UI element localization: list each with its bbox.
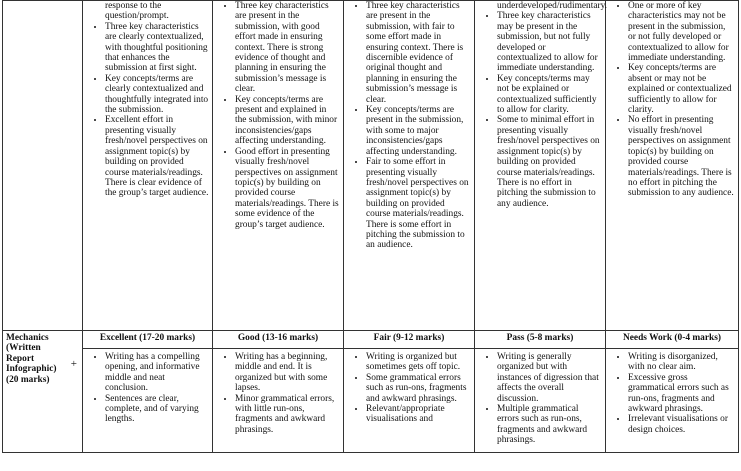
criterion-title: Mechanics — [6, 333, 49, 343]
excellent-list — [86, 22, 209, 199]
mechanics-pass-list — [478, 352, 602, 446]
plus-sign: + — [70, 358, 77, 370]
level-pass: Pass (5-8 marks) — [475, 331, 606, 349]
list-item: • Fair to some effort in presenting visually fresh/novel perspectives on assignment topic(s) by building on provided course materials/readings. There is some effort in pitching the submission to an audience. — [366, 157, 471, 251]
list-item: • Three key characteristics are present in the submission, with good effort made in ensuring context. There is strong evidence of thought and planning in ensuring the submission’s message is clear. — [235, 1, 340, 95]
content-row — [3, 1, 739, 331]
list-item: • Three key characteristics may be present in the submission, but not fully developed or contextualized to allow for immediate understanding. — [497, 11, 602, 73]
list-item: • Key concepts/terms are present and explained in the submission, with minor inconsistencies/gaps affecting understanding. — [235, 95, 340, 147]
criterion-marks: (20 marks) — [6, 374, 50, 385]
fair-list — [347, 1, 471, 251]
list-item: • Sentences are clear, complete, and of varying lengths. — [105, 394, 209, 425]
list-item: • Irrelevant visualisations or design choices. — [628, 414, 735, 435]
mechanics-good-list — [216, 352, 340, 435]
mechanics-excellent-list — [86, 352, 209, 425]
list-item: • Key concepts/terms are present in the submission, with some to major inconsistencies/gaps affecting understanding. — [366, 105, 471, 157]
rubric-table — [2, 0, 739, 453]
pass-list — [478, 11, 602, 209]
fair-cell — [344, 1, 475, 331]
list-item: • Some to minimal effort in presenting visually fresh/novel perspectives on assignment topic(s) by building on provided course materials/readings. There is no effort in pitching the submission to any audience. — [497, 115, 602, 209]
mechanics-criterion-cell — [3, 331, 83, 453]
list-item: • Writing has a beginning, middle and end. It is organized but with some lapses. — [235, 352, 340, 394]
mechanics-header-row — [3, 331, 739, 349]
excellent-lead: response to the question/prompt. — [105, 1, 169, 22]
mechanics-excellent-cell — [83, 349, 213, 453]
mechanics-row — [3, 349, 739, 453]
list-item: • Key concepts/terms are absent or may not be explained or contextualized sufficiently to allow for clarity. — [628, 63, 735, 115]
criterion-line: Report — [6, 353, 35, 364]
list-item: • Three key characteristics are present in the submission, with fair to some effort made in ensuring context. There is discernible evidence of original thought and planning in ensuring the submission’s message is clear. — [366, 1, 471, 105]
list-item: • Some grammatical errors such as run-ons, fragments and awkward phrasings. — [366, 373, 471, 404]
list-item: • Writing has a compelling opening, and informative middle and neat conclusion. — [105, 352, 209, 394]
list-item: • Minor grammatical errors, with little run-ons, fragments and awkward phrasings. — [235, 394, 340, 436]
level-needs-work: Needs Work (0-4 marks) — [606, 331, 739, 349]
pass-cell — [475, 1, 606, 331]
list-item: • One or more of key characteristics may not be present in the submission, or not fully developed or contextualized to allow for immediate understanding. — [628, 1, 735, 63]
level-excellent: Excellent (17-20 marks) — [83, 331, 213, 349]
list-item: • Multiple grammatical errors such as run-ons, fragments and awkward phrasings. — [497, 404, 602, 446]
list-item: • Key concepts/terms may not be explained or contextualized sufficiently to allow for clarity. — [497, 74, 602, 116]
mechanics-fair-cell — [344, 349, 475, 453]
excellent-cell — [83, 1, 213, 331]
needs-work-list — [609, 1, 735, 199]
criterion-line: (Written — [6, 343, 41, 354]
level-good: Good (13-16 marks) — [213, 331, 344, 349]
list-item: • Writing is generally organized but with instances of digression that affects the overall discussion. — [497, 352, 602, 404]
list-item: • Relevant/appropriate visualisations and — [366, 404, 471, 425]
good-list — [216, 1, 340, 230]
list-item: • Good effort in presenting visually fresh/novel perspectives on assignment topic(s) by building on provided course materials/readings. There is some evidence of the group’s target audience. — [235, 147, 340, 230]
mechanics-good-cell — [213, 349, 344, 453]
mechanics-pass-cell — [475, 349, 606, 453]
mechanics-needs-work-list — [609, 352, 735, 435]
criterion-line: Infographic) — [6, 364, 57, 375]
mechanics-fair-list — [347, 352, 471, 425]
list-item: • Key concepts/terms are clearly contextualized and thoughtfully integrated into the submission. — [105, 74, 209, 116]
list-item: • Excellent effort in presenting visually fresh/novel perspectives on assignment topic(s) by building on provided course materials/readings. There is clear evidence of the group’s target audience. — [105, 115, 209, 198]
list-item: • Writing is organized but sometimes gets off topic. — [366, 352, 471, 373]
mechanics-needs-work-cell — [606, 349, 739, 453]
level-fair: Fair (9-12 marks) — [344, 331, 475, 349]
list-item: • Writing is disorganized, with no clear aim. — [628, 352, 735, 373]
pass-lead: underdeveloped/rudimentary. — [497, 1, 608, 11]
criterion-cell-empty — [3, 1, 83, 331]
list-item: • Three key characteristics are clearly contextualized, with thoughtful positioning that enhances the submission at first sight. — [105, 22, 209, 74]
good-cell — [213, 1, 344, 331]
list-item: • Excessive gross grammatical errors such as run-ons, fragments and awkward phrasings. — [628, 373, 735, 415]
needs-work-cell — [606, 1, 739, 331]
list-item: • No effort in presenting visually fresh/novel perspectives on assignment topic(s) by building on provided course materials/readings. There is no effort in pitching the submission to any audience. — [628, 115, 735, 198]
